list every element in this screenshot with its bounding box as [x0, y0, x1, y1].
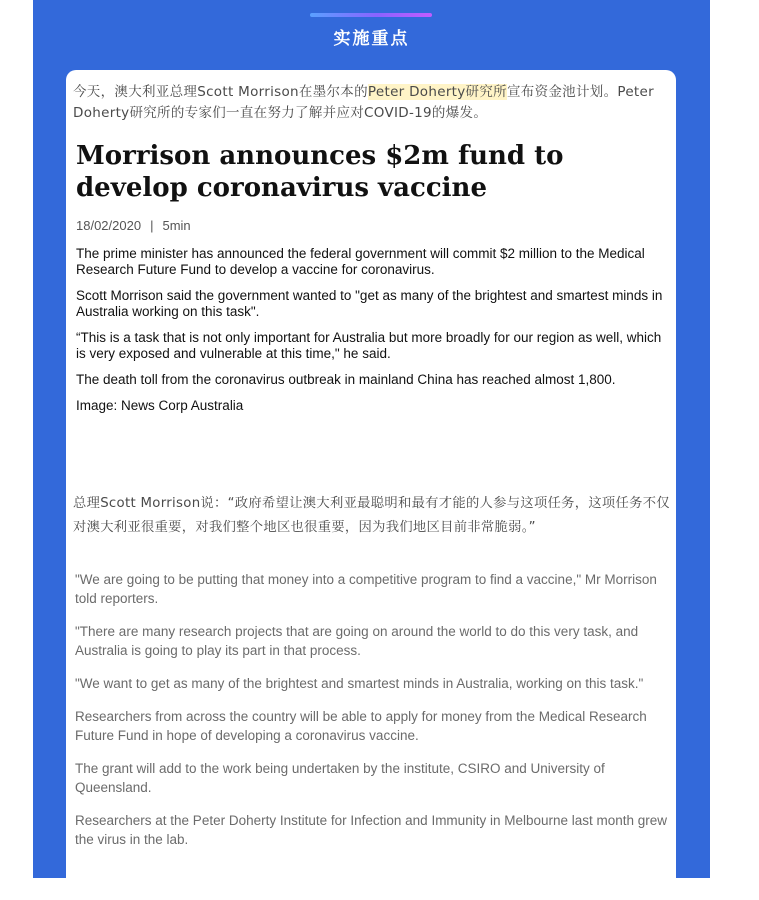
article-paragraph: "We want to get as many of the brightest and smartest minds in Australia, working on this task.": [75, 676, 644, 691]
title-accent-bar: [310, 13, 432, 17]
article-continuation: [75, 570, 671, 863]
article-paragraph: Scott Morrison said the government wanted to "get as many of the brightest and smartest minds in Australia working on this task".: [76, 288, 663, 319]
intro-text: [73, 82, 673, 124]
article-paragraph: "There are many research projects that are going on around the world to do this very task, and Australia is going to play its part in that process.: [75, 624, 639, 658]
institute-highlight[interactable]: Peter Doherty研究所: [367, 84, 507, 100]
article-date: 18/02/2020: [76, 218, 142, 233]
article-card: [66, 70, 676, 900]
image-credit: Image: News Corp Australia: [76, 398, 244, 413]
article-paragraph: The death toll from the coronavirus outbreak in mainland China has reached almost 1,800.: [76, 372, 616, 387]
intro-part-1: 今天，澳大利亚总理Scott Morrison在墨尔本的: [73, 84, 368, 100]
chinese-quote: 总理Scott Morrison说：“政府希望让澳大利亚最聪明和最有才能的人参与这项任务，这项任务不仅对澳大利亚很重要，对我们整个地区也很重要，因为我们地区目前非常脆弱。”: [73, 496, 670, 535]
read-time: 5min: [162, 218, 191, 233]
article-paragraph: “This is a task that is not only important for Australia but more broadly for our region as well, which is very exposed and vulnerable at this time," he said.: [76, 330, 662, 361]
meta-separator: |: [150, 218, 154, 233]
article-paragraph: The grant will add to the work being undertaken by the institute, CSIRO and University of Queensland.: [75, 761, 605, 795]
article-paragraph: "We are going to be putting that money into a competitive program to find a vaccine," Mr Morrison told reporters.: [75, 572, 657, 606]
article-paragraph: Researchers from across the country will be able to apply for money from the Medical Research Future Fund in hope of developing a coronavirus vaccine.: [75, 709, 647, 743]
article-paragraph: The prime minister has announced the federal government will commit $2 million to the Medical Research Future Fund to develop a vaccine for coronavirus.: [76, 246, 645, 277]
article-headline: Morrison announces $2m fund to develop coronavirus vaccine: [76, 141, 564, 203]
article-meta: [76, 218, 666, 233]
article-screenshot: [76, 140, 666, 414]
article-paragraph: Researchers at the Peter Doherty Institute for Infection and Immunity in Melbourne last month grew the virus in the lab.: [75, 813, 668, 847]
section-title: 实施重点: [333, 29, 410, 49]
intro-part-2: 宣布资金池计划。Peter Doherty研究所的专家们一直在努力了解并应对COVID-19的爆发。: [73, 84, 654, 121]
